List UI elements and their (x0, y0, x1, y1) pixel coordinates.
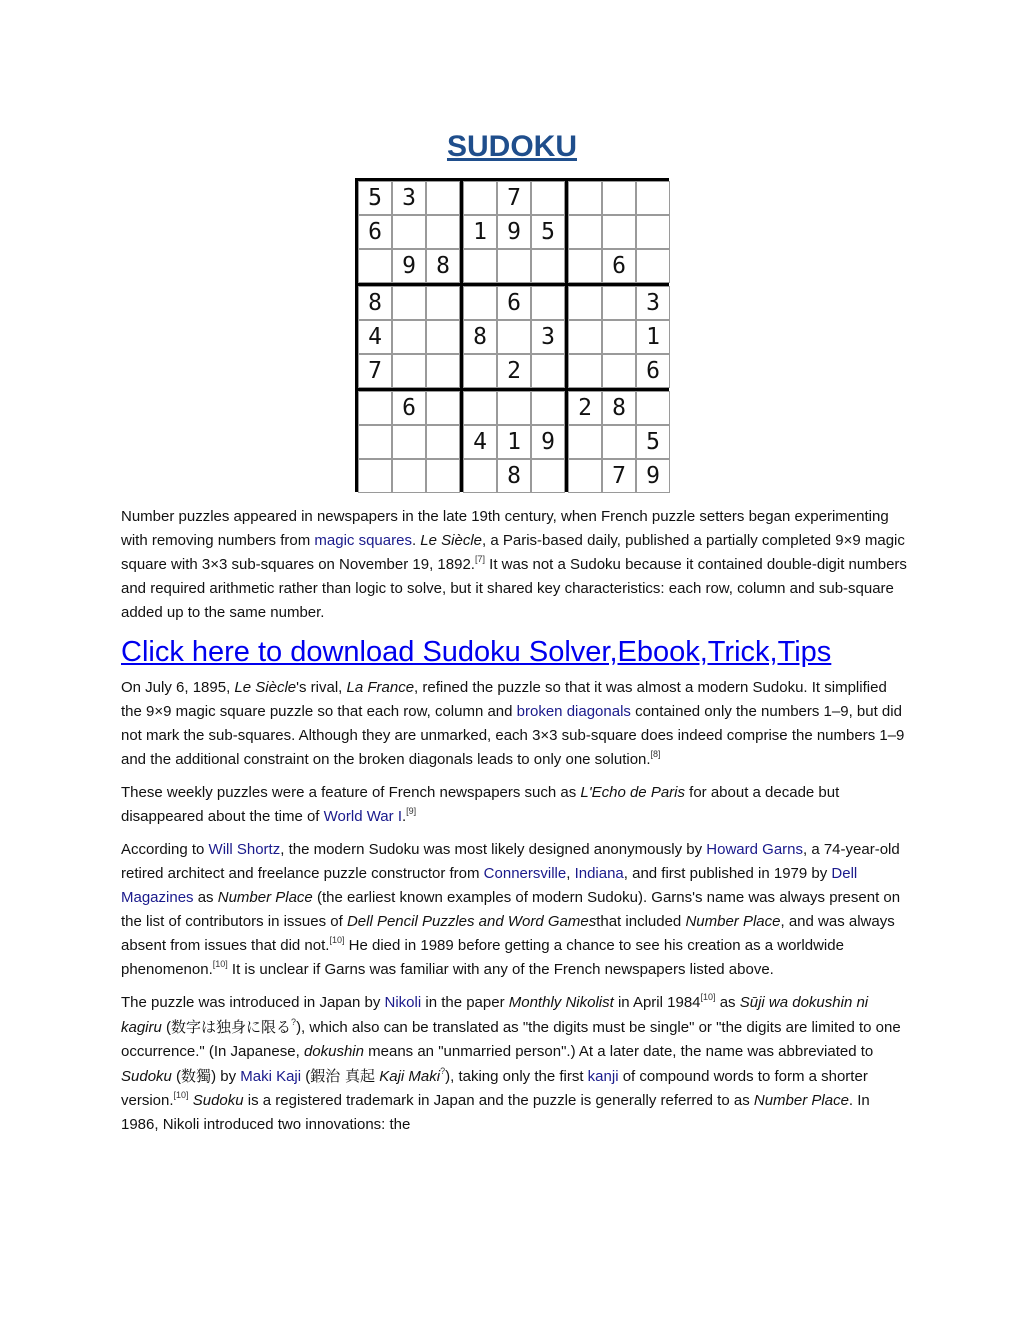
link-magic-squares[interactable]: magic squares (314, 532, 412, 549)
sudoku-cell: 9 (392, 249, 426, 283)
text: 's rival, (296, 679, 347, 696)
sudoku-cell (392, 320, 426, 354)
paragraph-5 (121, 991, 911, 1137)
sudoku-cell (568, 215, 602, 249)
title-text: SUDOKU (446, 130, 577, 163)
sudoku-cell (426, 425, 460, 459)
text: (the earliest known examples of modern Sudoku). Garns's name was always present on the list of contributors in issues of (121, 889, 901, 930)
text: ), which also can be translated as "the digits must be single" or "the digits are limited to one occurrence." (In Japanese, (121, 1019, 901, 1060)
citation[interactable]: [10] (212, 959, 228, 969)
italic-text: Number Place (217, 889, 313, 906)
text: On July 6, 1895, (121, 679, 235, 696)
text: , refined the puzzle so that it was almost a modern Sudoku. It simplified the 9×9 magic square puzzle so that each row, column and (121, 679, 887, 720)
italic-text: L'Echo de Paris (580, 784, 685, 801)
sudoku-cell (426, 181, 460, 215)
text: in the paper (421, 994, 509, 1011)
text: The puzzle was introduced in Japan by (121, 994, 385, 1011)
text: , a Paris-based daily, published a partially completed 9×9 magic square with 3×3 sub-squares on November 19, 1892. (121, 532, 905, 573)
sudoku-cell (568, 249, 602, 283)
sudoku-cell (463, 181, 497, 215)
sudoku-cell: 9 (531, 425, 565, 459)
text: ), taking only the first (445, 1068, 588, 1085)
sudoku-cell (392, 354, 426, 388)
italic-text: Kaji Maki (379, 1068, 441, 1085)
sudoku-cell (358, 425, 392, 459)
sudoku-cell (497, 320, 531, 354)
sudoku-cell (602, 354, 636, 388)
text: It was not a Sudoku because it contained double-digit numbers and required arithmetic rather than logic to solve, but it shared key characteristics: each row, column and sub-square added up to the same number. (121, 556, 907, 621)
sudoku-cell (602, 425, 636, 459)
paragraph-1 (121, 505, 911, 625)
text: means an "unmarried person".) At a later date, the name was abbreviated to (363, 1043, 874, 1060)
sudoku-cell (531, 391, 565, 425)
text: , the modern Sudoku was most likely designed anonymously by (280, 841, 707, 858)
text: According to (121, 841, 209, 858)
sudoku-cell (636, 215, 670, 249)
citation[interactable]: [10] (329, 935, 345, 945)
sudoku-cell (568, 354, 602, 388)
citation[interactable]: [8] (650, 749, 661, 759)
sudoku-cell: 6 (392, 391, 426, 425)
sudoku-cell (426, 459, 460, 493)
text: , and first published in 1979 by (623, 865, 832, 882)
pronunciation-marker[interactable]: ? (440, 1066, 446, 1076)
sudoku-cell (392, 215, 426, 249)
sudoku-cell (568, 181, 602, 215)
sudoku-cell (602, 215, 636, 249)
text: . (401, 808, 407, 825)
sudoku-cell: 9 (636, 459, 670, 493)
sudoku-cell (602, 286, 636, 320)
sudoku-cell (602, 181, 636, 215)
link-will-shortz[interactable]: Will Shortz (208, 841, 281, 858)
sudoku-cell (531, 354, 565, 388)
text: These weekly puzzles were a feature of French newspapers such as (121, 784, 581, 801)
sudoku-cell: 9 (497, 215, 531, 249)
text: is a registered trademark in Japan and the puzzle is generally referred to as (243, 1092, 754, 1109)
sudoku-cell: 5 (531, 215, 565, 249)
sudoku-cell: 6 (358, 215, 392, 249)
sudoku-cell (426, 286, 460, 320)
sudoku-cell (497, 249, 531, 283)
sudoku-cell: 8 (358, 286, 392, 320)
sudoku-cell: 4 (358, 320, 392, 354)
japanese-text: 数獨 (181, 1067, 212, 1085)
sudoku-cell: 6 (602, 249, 636, 283)
link-maki-kaji[interactable]: Maki Kaji (240, 1068, 302, 1085)
italic-text: Number Place (685, 913, 781, 930)
link-kanji[interactable]: kanji (587, 1068, 619, 1085)
text: . (411, 532, 421, 549)
japanese-text: 鍜治 真起 (310, 1067, 376, 1085)
sudoku-cell: 8 (463, 320, 497, 354)
text: He died in 1989 before getting a chance to see his creation as a worldwide phenomenon. (121, 937, 844, 978)
citation[interactable]: [9] (406, 806, 417, 816)
text: as (715, 994, 740, 1011)
text: ( (171, 1068, 182, 1085)
paragraph-3 (121, 781, 911, 829)
sudoku-cell (636, 181, 670, 215)
text: that included (596, 913, 686, 930)
sudoku-cell: 2 (568, 391, 602, 425)
text: of compound words to form a shorter version. (121, 1068, 868, 1109)
sudoku-cell (392, 425, 426, 459)
sudoku-cell: 4 (463, 425, 497, 459)
link-broken-diagonals[interactable]: broken diagonals (516, 703, 631, 720)
italic-text: Sudoku (121, 1068, 172, 1085)
link-howard-garns[interactable]: Howard Garns (706, 841, 803, 858)
sudoku-cell (531, 249, 565, 283)
sudoku-cell: 8 (497, 459, 531, 493)
article-body (121, 505, 911, 1146)
sudoku-cell (602, 320, 636, 354)
sudoku-cell (463, 459, 497, 493)
italic-text: Number Place (753, 1092, 849, 1109)
italic-text: Sūji wa dokushin ni kagiru (121, 994, 869, 1036)
sudoku-cell (358, 249, 392, 283)
sudoku-cell: 7 (497, 181, 531, 215)
text: contained only the numbers 1–9, but did not mark the sub-squares. Although they are unmarked, each 3×3 sub-square does indeed comprise the numbers 1–9 and the additional constraint on the broken diagonals leads to only one solution. (121, 703, 905, 768)
sudoku-cell (497, 391, 531, 425)
sudoku-cell (426, 215, 460, 249)
sudoku-cell: 2 (497, 354, 531, 388)
sudoku-cell (636, 391, 670, 425)
sudoku-cell: 6 (636, 354, 670, 388)
sudoku-cell: 8 (426, 249, 460, 283)
sudoku-cell (531, 181, 565, 215)
text: in April 1984 (613, 994, 701, 1011)
sudoku-cell (568, 425, 602, 459)
sudoku-cell (636, 249, 670, 283)
sudoku-cell (568, 286, 602, 320)
sudoku-cell: 6 (497, 286, 531, 320)
pronunciation-marker[interactable]: ? (291, 1017, 297, 1027)
citation[interactable]: [10] (173, 1090, 189, 1100)
sudoku-cell: 5 (358, 181, 392, 215)
italic-text: Monthly Nikolist (508, 994, 614, 1011)
sudoku-cell (463, 286, 497, 320)
sudoku-cell (568, 459, 602, 493)
sudoku-cell (392, 459, 426, 493)
paragraph-2 (121, 676, 911, 772)
text: ) by (211, 1068, 241, 1085)
sudoku-cell: 3 (636, 286, 670, 320)
italic-text: dokushin (303, 1043, 364, 1060)
text: , (566, 865, 575, 882)
sudoku-cell: 3 (392, 181, 426, 215)
text: ( (161, 1019, 172, 1036)
sudoku-cell: 1 (463, 215, 497, 249)
sudoku-cell (463, 354, 497, 388)
link-indiana[interactable]: Indiana (574, 865, 624, 882)
text: , and was always absent from issues that did not. (121, 913, 895, 954)
link-dell-magazines[interactable]: Dell Magazines (121, 865, 858, 906)
italic-text: Le Siècle (234, 679, 297, 696)
sudoku-cell (531, 286, 565, 320)
citation[interactable]: [10] (700, 992, 716, 1002)
italic-text: Dell Pencil Puzzles and Word Games (346, 913, 597, 930)
sudoku-cell (531, 459, 565, 493)
text: as (193, 889, 218, 906)
sudoku-cell (463, 249, 497, 283)
sudoku-grid (355, 178, 669, 492)
sudoku-cell (463, 391, 497, 425)
sudoku-cell: 5 (636, 425, 670, 459)
link-nikoli[interactable]: Nikoli (384, 994, 422, 1011)
italic-text: Sudoku (192, 1092, 244, 1109)
sudoku-cell: 7 (358, 354, 392, 388)
sudoku-cell (392, 286, 426, 320)
link-world-war-i[interactable]: World War I (323, 808, 402, 825)
sudoku-cell (426, 320, 460, 354)
italic-text: Le Siècle (420, 532, 483, 549)
page-title (0, 130, 1024, 164)
sudoku-cell: 8 (602, 391, 636, 425)
sudoku-cell: 1 (636, 320, 670, 354)
sudoku-cell: 7 (602, 459, 636, 493)
sudoku-cell (426, 391, 460, 425)
japanese-text: 数字は独身に限る (171, 1018, 292, 1036)
text: , a 74-year-old retired architect and freelance puzzle constructor from (121, 841, 900, 882)
text: for about a decade but disappeared about the time of (121, 784, 840, 825)
sudoku-cell (568, 320, 602, 354)
sudoku-cell: 1 (497, 425, 531, 459)
text: It is unclear if Garns was familiar with any of the French newspapers listed above. (227, 961, 774, 978)
sudoku-cell (358, 391, 392, 425)
paragraph-4 (121, 838, 911, 982)
text: . In 1986, Nikoli introduced two innovations: the (121, 1092, 870, 1133)
sudoku-cell (358, 459, 392, 493)
sudoku-cell (426, 354, 460, 388)
download-link[interactable]: Click here to download Sudoku Solver,Ebook,Trick,Tips (121, 636, 832, 668)
citation[interactable]: [7] (474, 554, 485, 564)
link-connersville[interactable]: Connersville (483, 865, 567, 882)
italic-text: La France (346, 679, 415, 696)
text: ( (301, 1068, 311, 1085)
sudoku-cell: 3 (531, 320, 565, 354)
text: Number puzzles appeared in newspapers in the late 19th century, when French puzzle setters began experimenting with removing numbers from (121, 508, 889, 549)
